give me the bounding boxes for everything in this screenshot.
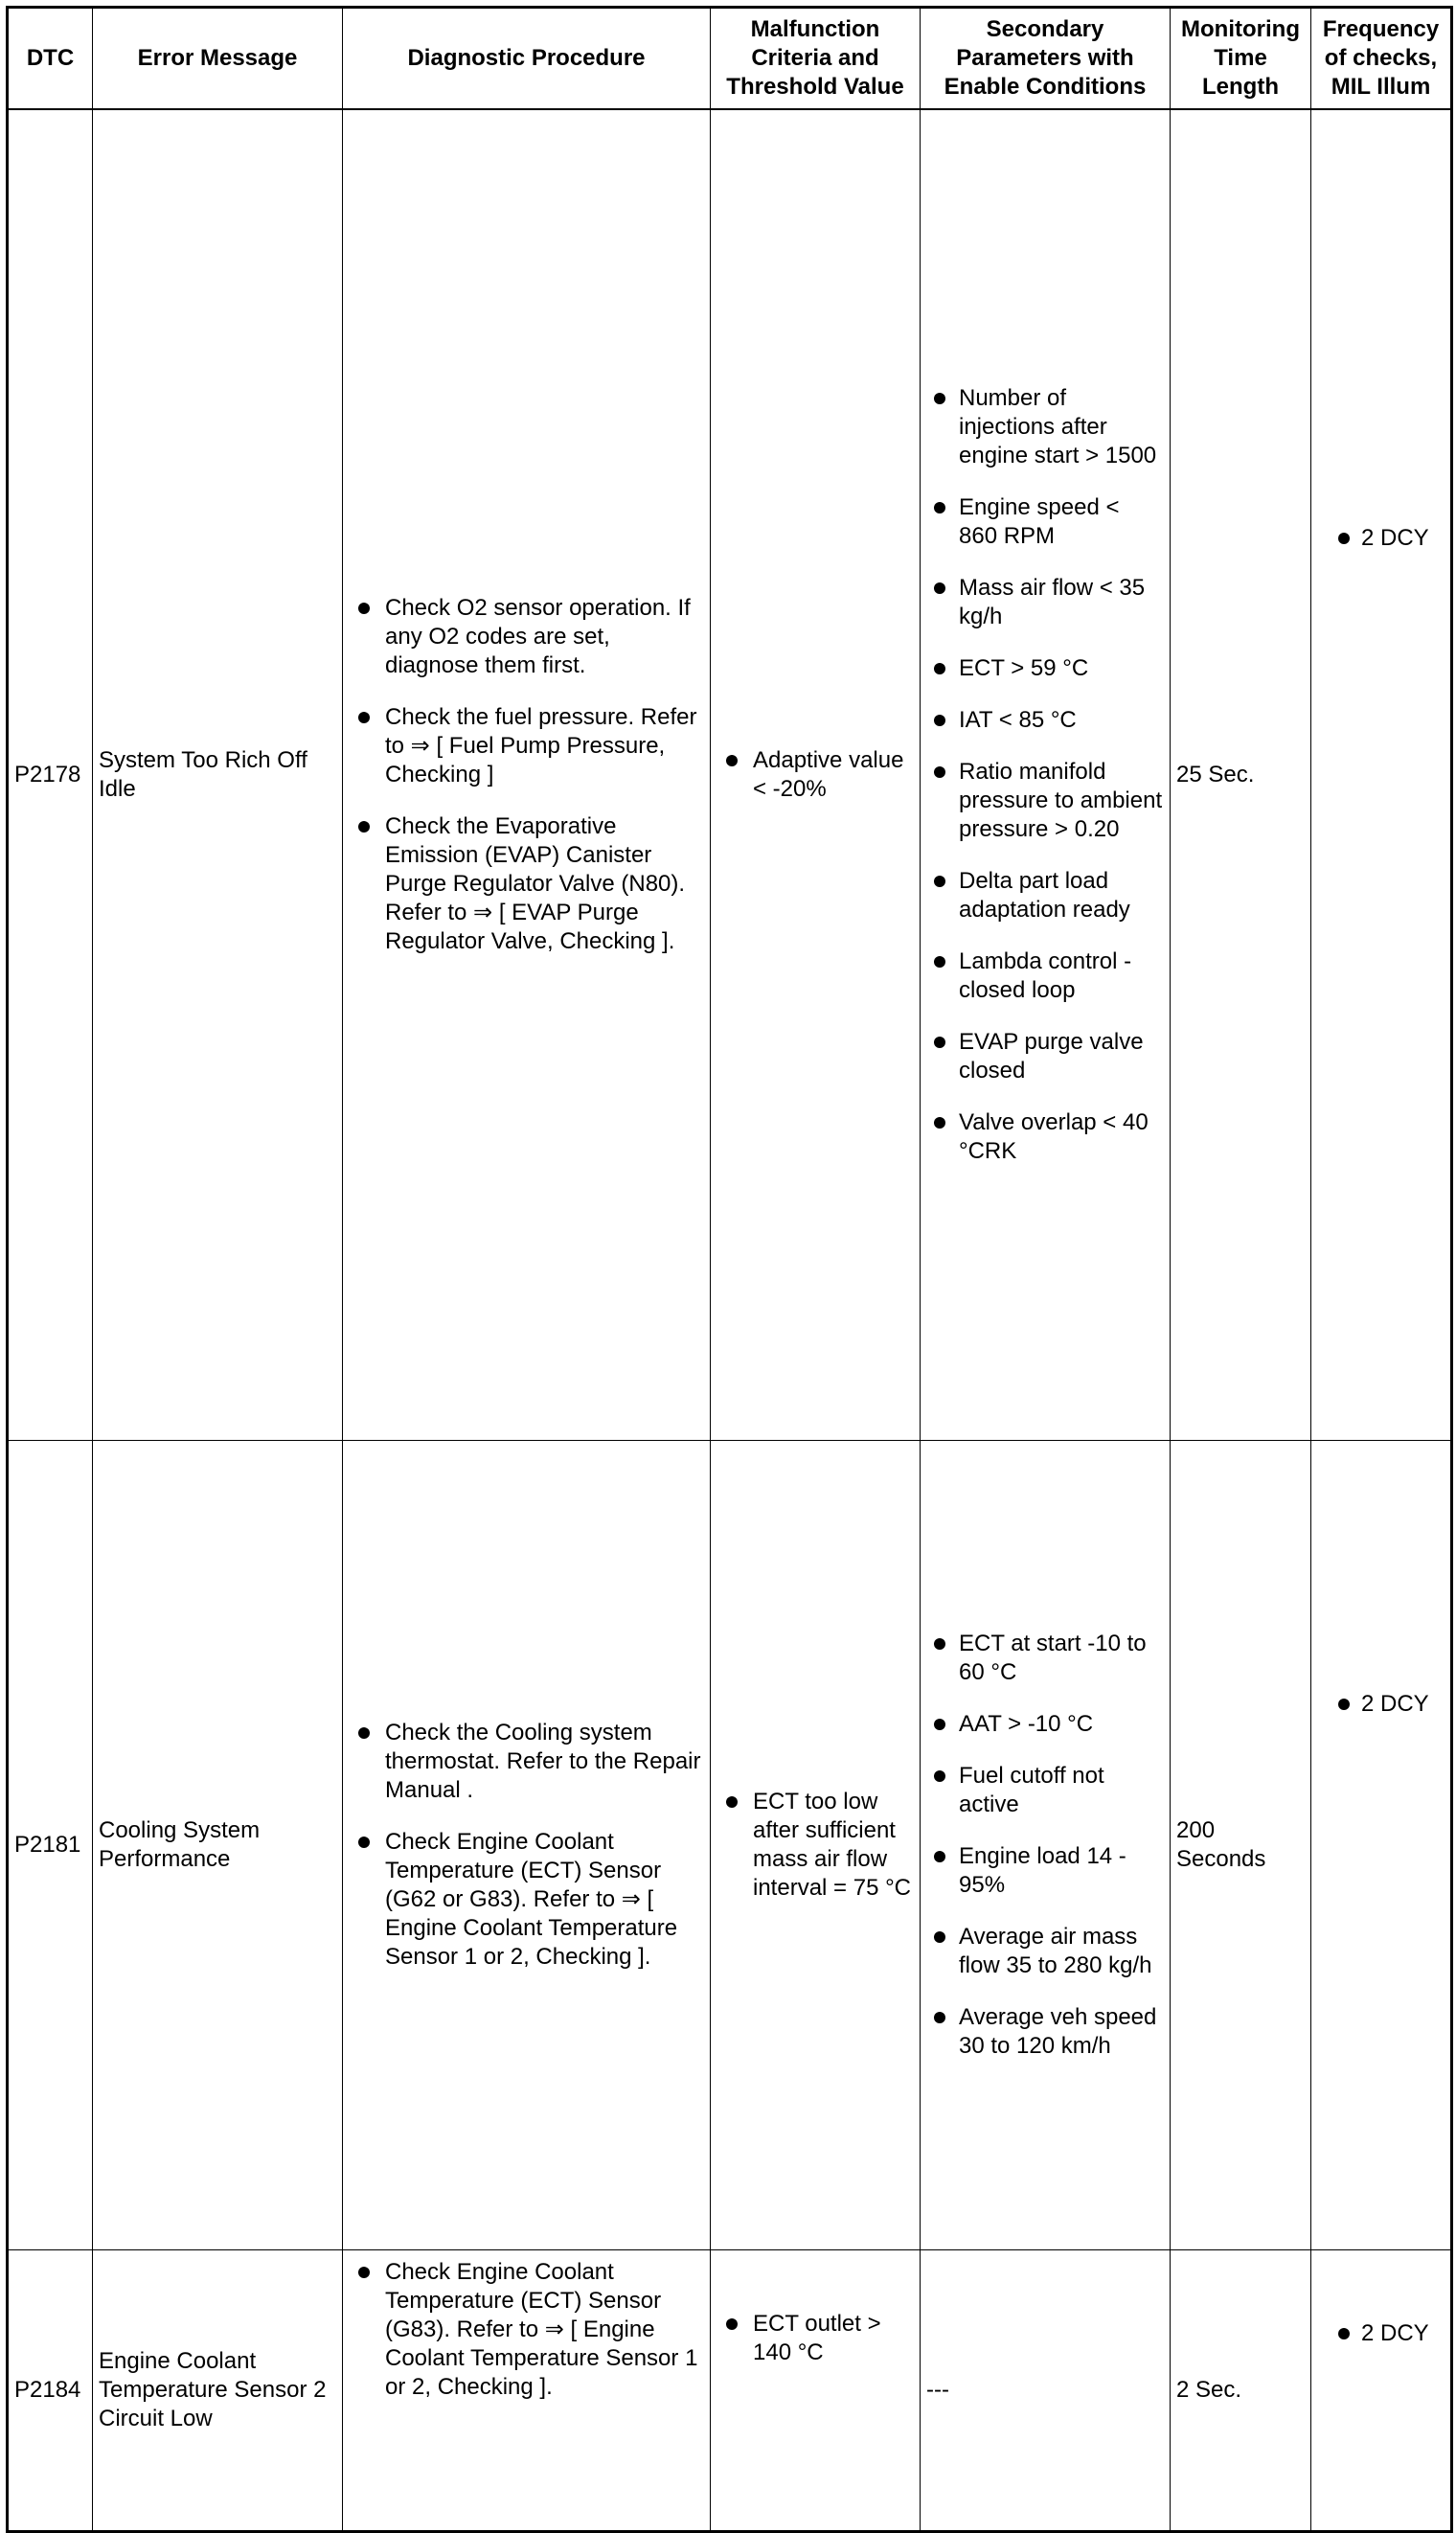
header-monitoring-time: Monitoring Time Length bbox=[1171, 8, 1311, 110]
criteria-item: ECT too low after sufficient mass air flow interval = 75 °C bbox=[717, 1788, 914, 1903]
secondary-item: Engine speed < 860 RPM bbox=[926, 493, 1164, 551]
frequency bbox=[1311, 109, 1452, 1441]
error-message: Engine Coolant Temperature Sensor 2 Circuit Low bbox=[93, 2250, 343, 2532]
error-message: System Too Rich Off Idle bbox=[93, 109, 343, 1441]
secondary-list bbox=[926, 384, 1164, 1166]
frequency-list bbox=[1317, 2319, 1445, 2348]
secondary-item: IAT < 85 °C bbox=[926, 706, 1164, 735]
table-row bbox=[8, 1441, 1452, 2250]
criteria-item: ECT outlet > 140 °C bbox=[717, 2310, 914, 2367]
secondary-item: Average veh speed 30 to 120 km/h bbox=[926, 2003, 1164, 2061]
procedure-item: Check the Evaporative Emission (EVAP) Canister Purge Regulator Valve (N80). Refer to ⇒ [ EVAP Purge Regulator Valve, Checking ]. bbox=[349, 812, 704, 956]
secondary-parameters bbox=[921, 109, 1171, 1441]
secondary-parameters: --- bbox=[921, 2250, 1171, 2532]
header-error-message: Error Message bbox=[93, 8, 343, 110]
procedure-item: Check Engine Coolant Temperature (ECT) Sensor (G62 or G83). Refer to ⇒ [ Engine Coolant Temperature Sensor 1 or 2, Checking ]. bbox=[349, 1828, 704, 1972]
monitoring-time: 25 Sec. bbox=[1171, 109, 1311, 1441]
frequency-list bbox=[1317, 524, 1445, 553]
monitoring-time: 2 Sec. bbox=[1171, 2250, 1311, 2532]
procedure-item: Check the fuel pressure. Refer to ⇒ [ Fuel Pump Pressure, Checking ] bbox=[349, 703, 704, 789]
frequency bbox=[1311, 2250, 1452, 2532]
frequency-item: 2 DCY bbox=[1334, 2319, 1445, 2348]
malfunction-criteria bbox=[711, 1441, 921, 2250]
secondary-item: Delta part load adaptation ready bbox=[926, 867, 1164, 924]
secondary-item: Ratio manifold pressure to ambient pressure > 0.20 bbox=[926, 758, 1164, 844]
criteria-list bbox=[717, 1788, 914, 1903]
secondary-item: Engine load 14 - 95% bbox=[926, 1842, 1164, 1900]
dtc-table bbox=[6, 6, 1453, 2533]
malfunction-criteria bbox=[711, 2250, 921, 2532]
dtc-code: P2181 bbox=[8, 1441, 93, 2250]
secondary-parameters bbox=[921, 1441, 1171, 2250]
header-row bbox=[8, 8, 1452, 110]
header-secondary-parameters: Secondary Parameters with Enable Conditions bbox=[921, 8, 1171, 110]
procedure-list bbox=[349, 594, 704, 956]
dtc-code: P2184 bbox=[8, 2250, 93, 2532]
secondary-item: Fuel cutoff not active bbox=[926, 1762, 1164, 1819]
secondary-item: AAT > -10 °C bbox=[926, 1710, 1164, 1739]
secondary-item: Number of injections after engine start > 1500 bbox=[926, 384, 1164, 470]
secondary-item: Lambda control - closed loop bbox=[926, 947, 1164, 1005]
diagnostic-procedure bbox=[343, 1441, 711, 2250]
criteria-list bbox=[717, 2310, 914, 2367]
table-row bbox=[8, 109, 1452, 1441]
secondary-item: Average air mass flow 35 to 280 kg/h bbox=[926, 1923, 1164, 1980]
diagnostic-procedure bbox=[343, 109, 711, 1441]
criteria-list bbox=[717, 746, 914, 804]
secondary-list bbox=[926, 1630, 1164, 2061]
frequency-item: 2 DCY bbox=[1334, 524, 1445, 553]
error-message: Cooling System Performance bbox=[93, 1441, 343, 2250]
header-frequency: Frequency of checks, MIL Illum bbox=[1311, 8, 1452, 110]
secondary-item: Valve overlap < 40 °CRK bbox=[926, 1108, 1164, 1166]
header-diagnostic-procedure: Diagnostic Procedure bbox=[343, 8, 711, 110]
dtc-code: P2178 bbox=[8, 109, 93, 1441]
secondary-item: EVAP purge valve closed bbox=[926, 1028, 1164, 1085]
procedure-list bbox=[349, 1719, 704, 1972]
secondary-item: Mass air flow < 35 kg/h bbox=[926, 574, 1164, 631]
header-malfunction-criteria: Malfunction Criteria and Threshold Value bbox=[711, 8, 921, 110]
frequency-list bbox=[1317, 1690, 1445, 1719]
procedure-item: Check Engine Coolant Temperature (ECT) Sensor (G83). Refer to ⇒ [ Engine Coolant Temperature Sensor 1 or 2, Checking ]. bbox=[349, 2258, 704, 2402]
monitoring-time: 200 Seconds bbox=[1171, 1441, 1311, 2250]
procedure-item: Check O2 sensor operation. If any O2 codes are set, diagnose them first. bbox=[349, 594, 704, 680]
procedure-item: Check the Cooling system thermostat. Refer to the Repair Manual . bbox=[349, 1719, 704, 1805]
secondary-item: ECT > 59 °C bbox=[926, 654, 1164, 683]
criteria-item: Adaptive value < -20% bbox=[717, 746, 914, 804]
frequency-item: 2 DCY bbox=[1334, 1690, 1445, 1719]
malfunction-criteria bbox=[711, 109, 921, 1441]
secondary-item: ECT at start -10 to 60 °C bbox=[926, 1630, 1164, 1687]
header-dtc: DTC bbox=[8, 8, 93, 110]
table-row bbox=[8, 2250, 1452, 2532]
diagnostic-procedure bbox=[343, 2250, 711, 2532]
frequency bbox=[1311, 1441, 1452, 2250]
procedure-list bbox=[349, 2258, 704, 2402]
